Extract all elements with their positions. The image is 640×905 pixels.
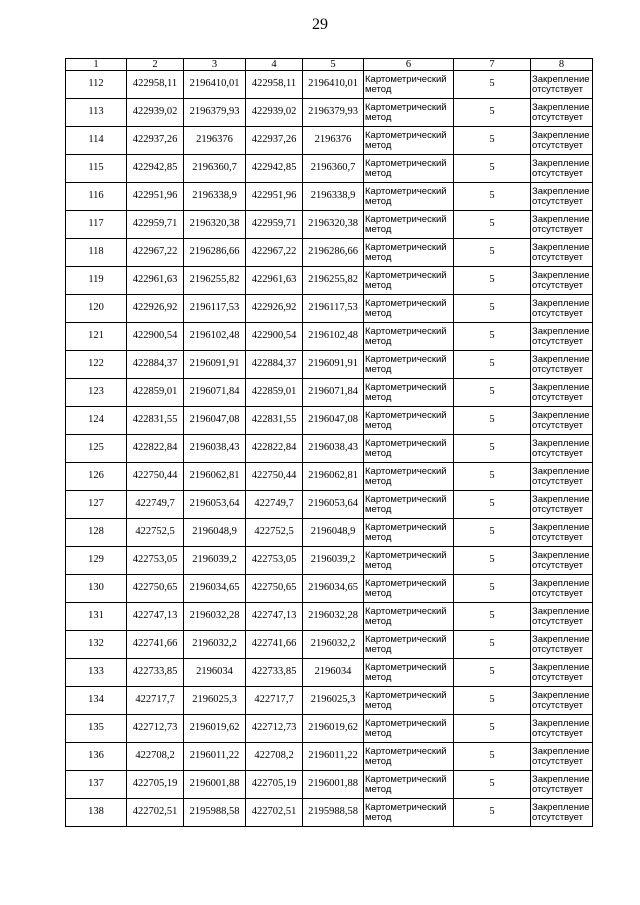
fixation-cell: Закрепление отсутствует xyxy=(531,127,593,155)
x-coordinate-cell: 422961,63 xyxy=(246,267,303,295)
accuracy-cell: 5 xyxy=(454,71,531,99)
accuracy-cell: 5 xyxy=(454,799,531,827)
y-coordinate-cell: 2196019,62 xyxy=(184,715,246,743)
x-coordinate-cell: 422900,54 xyxy=(246,323,303,351)
method-cell: Картометрический метод xyxy=(364,463,454,491)
y-coordinate-cell: 2196071,84 xyxy=(303,379,364,407)
y-coordinate-cell: 2196047,08 xyxy=(303,407,364,435)
point-number-cell: 129 xyxy=(66,547,127,575)
table-row xyxy=(66,491,593,519)
x-coordinate-cell: 422942,85 xyxy=(127,155,184,183)
y-coordinate-cell: 2196102,48 xyxy=(303,323,364,351)
fixation-cell: Закрепление отсутствует xyxy=(531,743,593,771)
accuracy-cell: 5 xyxy=(454,211,531,239)
y-coordinate-cell: 2196091,91 xyxy=(184,351,246,379)
table-row xyxy=(66,743,593,771)
fixation-cell: Закрепление отсутствует xyxy=(531,659,593,687)
column-header-5: 5 xyxy=(303,59,364,71)
accuracy-cell: 5 xyxy=(454,295,531,323)
y-coordinate-cell: 2196019,62 xyxy=(303,715,364,743)
x-coordinate-cell: 422942,85 xyxy=(246,155,303,183)
point-number-cell: 128 xyxy=(66,519,127,547)
method-cell: Картометрический метод xyxy=(364,323,454,351)
fixation-cell: Закрепление отсутствует xyxy=(531,323,593,351)
y-coordinate-cell: 2196338,9 xyxy=(184,183,246,211)
y-coordinate-cell: 2196038,43 xyxy=(184,435,246,463)
method-cell: Картометрический метод xyxy=(364,519,454,547)
fixation-cell: Закрепление отсутствует xyxy=(531,295,593,323)
accuracy-cell: 5 xyxy=(454,575,531,603)
y-coordinate-cell: 2196032,28 xyxy=(303,603,364,631)
method-cell: Картометрический метод xyxy=(364,659,454,687)
point-number-cell: 120 xyxy=(66,295,127,323)
table-row xyxy=(66,631,593,659)
point-number-cell: 134 xyxy=(66,687,127,715)
x-coordinate-cell: 422749,7 xyxy=(246,491,303,519)
table-row xyxy=(66,351,593,379)
fixation-cell: Закрепление отсутствует xyxy=(531,239,593,267)
accuracy-cell: 5 xyxy=(454,183,531,211)
x-coordinate-cell: 422967,22 xyxy=(127,239,184,267)
y-coordinate-cell: 2196117,53 xyxy=(184,295,246,323)
point-number-cell: 121 xyxy=(66,323,127,351)
y-coordinate-cell: 2196048,9 xyxy=(303,519,364,547)
method-cell: Картометрический метод xyxy=(364,491,454,519)
accuracy-cell: 5 xyxy=(454,407,531,435)
fixation-cell: Закрепление отсутствует xyxy=(531,799,593,827)
header-row xyxy=(66,59,593,71)
method-cell: Картометрический метод xyxy=(364,267,454,295)
method-cell: Картометрический метод xyxy=(364,435,454,463)
page-number: 29 xyxy=(312,16,328,33)
y-coordinate-cell: 2196034,65 xyxy=(303,575,364,603)
x-coordinate-cell: 422753,05 xyxy=(127,547,184,575)
table-body xyxy=(66,71,593,827)
table-row xyxy=(66,659,593,687)
method-cell: Картометрический метод xyxy=(364,407,454,435)
accuracy-cell: 5 xyxy=(454,267,531,295)
x-coordinate-cell: 422884,37 xyxy=(246,351,303,379)
x-coordinate-cell: 422741,66 xyxy=(127,631,184,659)
accuracy-cell: 5 xyxy=(454,659,531,687)
point-number-cell: 114 xyxy=(66,127,127,155)
y-coordinate-cell: 2196376 xyxy=(303,127,364,155)
x-coordinate-cell: 422750,65 xyxy=(246,575,303,603)
x-coordinate-cell: 422961,63 xyxy=(127,267,184,295)
y-coordinate-cell: 2196025,3 xyxy=(303,687,364,715)
point-number-cell: 131 xyxy=(66,603,127,631)
point-number-cell: 135 xyxy=(66,715,127,743)
y-coordinate-cell: 2196048,9 xyxy=(184,519,246,547)
x-coordinate-cell: 422959,71 xyxy=(127,211,184,239)
point-number-cell: 130 xyxy=(66,575,127,603)
y-coordinate-cell: 2196410,01 xyxy=(184,71,246,99)
fixation-cell: Закрепление отсутствует xyxy=(531,211,593,239)
fixation-cell: Закрепление отсутствует xyxy=(531,379,593,407)
x-coordinate-cell: 422958,11 xyxy=(127,71,184,99)
y-coordinate-cell: 2196360,7 xyxy=(303,155,364,183)
y-coordinate-cell: 2196071,84 xyxy=(184,379,246,407)
column-header-8: 8 xyxy=(531,59,593,71)
x-coordinate-cell: 422937,26 xyxy=(246,127,303,155)
accuracy-cell: 5 xyxy=(454,99,531,127)
point-number-cell: 138 xyxy=(66,799,127,827)
fixation-cell: Закрепление отсутствует xyxy=(531,155,593,183)
method-cell: Картометрический метод xyxy=(364,155,454,183)
method-cell: Картометрический метод xyxy=(364,799,454,827)
x-coordinate-cell: 422822,84 xyxy=(246,435,303,463)
fixation-cell: Закрепление отсутствует xyxy=(531,771,593,799)
point-number-cell: 124 xyxy=(66,407,127,435)
table-row xyxy=(66,407,593,435)
x-coordinate-cell: 422939,02 xyxy=(246,99,303,127)
method-cell: Картометрический метод xyxy=(364,575,454,603)
fixation-cell: Закрепление отсутствует xyxy=(531,99,593,127)
accuracy-cell: 5 xyxy=(454,743,531,771)
method-cell: Картометрический метод xyxy=(364,239,454,267)
x-coordinate-cell: 422705,19 xyxy=(246,771,303,799)
column-header-4: 4 xyxy=(246,59,303,71)
y-coordinate-cell: 2196410,01 xyxy=(303,71,364,99)
fixation-cell: Закрепление отсутствует xyxy=(531,267,593,295)
table-row xyxy=(66,267,593,295)
y-coordinate-cell: 2196117,53 xyxy=(303,295,364,323)
method-cell: Картометрический метод xyxy=(364,211,454,239)
y-coordinate-cell: 2196034 xyxy=(184,659,246,687)
method-cell: Картометрический метод xyxy=(364,603,454,631)
x-coordinate-cell: 422822,84 xyxy=(127,435,184,463)
accuracy-cell: 5 xyxy=(454,463,531,491)
method-cell: Картометрический метод xyxy=(364,547,454,575)
point-number-cell: 136 xyxy=(66,743,127,771)
accuracy-cell: 5 xyxy=(454,491,531,519)
y-coordinate-cell: 2196376 xyxy=(184,127,246,155)
x-coordinate-cell: 422708,2 xyxy=(127,743,184,771)
y-coordinate-cell: 2196102,48 xyxy=(184,323,246,351)
accuracy-cell: 5 xyxy=(454,687,531,715)
fixation-cell: Закрепление отсутствует xyxy=(531,407,593,435)
x-coordinate-cell: 422951,96 xyxy=(246,183,303,211)
x-coordinate-cell: 422958,11 xyxy=(246,71,303,99)
table-row xyxy=(66,771,593,799)
x-coordinate-cell: 422884,37 xyxy=(127,351,184,379)
x-coordinate-cell: 422937,26 xyxy=(127,127,184,155)
point-number-cell: 122 xyxy=(66,351,127,379)
column-header-2: 2 xyxy=(127,59,184,71)
accuracy-cell: 5 xyxy=(454,547,531,575)
y-coordinate-cell: 2196034 xyxy=(303,659,364,687)
x-coordinate-cell: 422733,85 xyxy=(246,659,303,687)
table-row xyxy=(66,379,593,407)
table-row xyxy=(66,211,593,239)
x-coordinate-cell: 422753,05 xyxy=(246,547,303,575)
x-coordinate-cell: 422712,73 xyxy=(127,715,184,743)
x-coordinate-cell: 422951,96 xyxy=(127,183,184,211)
y-coordinate-cell: 2196011,22 xyxy=(184,743,246,771)
y-coordinate-cell: 2196011,22 xyxy=(303,743,364,771)
y-coordinate-cell: 2196062,81 xyxy=(184,463,246,491)
accuracy-cell: 5 xyxy=(454,379,531,407)
column-header-1: 1 xyxy=(66,59,127,71)
column-header-3: 3 xyxy=(184,59,246,71)
method-cell: Картометрический метод xyxy=(364,743,454,771)
y-coordinate-cell: 2196001,88 xyxy=(184,771,246,799)
x-coordinate-cell: 422831,55 xyxy=(127,407,184,435)
fixation-cell: Закрепление отсутствует xyxy=(531,547,593,575)
point-number-cell: 117 xyxy=(66,211,127,239)
x-coordinate-cell: 422747,13 xyxy=(127,603,184,631)
point-number-cell: 112 xyxy=(66,71,127,99)
accuracy-cell: 5 xyxy=(454,631,531,659)
column-header-7: 7 xyxy=(454,59,531,71)
table-header xyxy=(66,59,593,71)
point-number-cell: 126 xyxy=(66,463,127,491)
y-coordinate-cell: 2196320,38 xyxy=(184,211,246,239)
y-coordinate-cell: 2196001,88 xyxy=(303,771,364,799)
fixation-cell: Закрепление отсутствует xyxy=(531,631,593,659)
method-cell: Картометрический метод xyxy=(364,295,454,323)
y-coordinate-cell: 2196379,93 xyxy=(184,99,246,127)
x-coordinate-cell: 422702,51 xyxy=(127,799,184,827)
fixation-cell: Закрепление отсутствует xyxy=(531,603,593,631)
method-cell: Картометрический метод xyxy=(364,351,454,379)
x-coordinate-cell: 422752,5 xyxy=(246,519,303,547)
y-coordinate-cell: 2196032,2 xyxy=(303,631,364,659)
accuracy-cell: 5 xyxy=(454,715,531,743)
accuracy-cell: 5 xyxy=(454,239,531,267)
point-number-cell: 116 xyxy=(66,183,127,211)
method-cell: Картометрический метод xyxy=(364,71,454,99)
y-coordinate-cell: 2196320,38 xyxy=(303,211,364,239)
table-row xyxy=(66,239,593,267)
y-coordinate-cell: 2196338,9 xyxy=(303,183,364,211)
point-number-cell: 133 xyxy=(66,659,127,687)
y-coordinate-cell: 2195988,58 xyxy=(184,799,246,827)
fixation-cell: Закрепление отсутствует xyxy=(531,435,593,463)
y-coordinate-cell: 2196255,82 xyxy=(184,267,246,295)
x-coordinate-cell: 422705,19 xyxy=(127,771,184,799)
y-coordinate-cell: 2196034,65 xyxy=(184,575,246,603)
accuracy-cell: 5 xyxy=(454,351,531,379)
fixation-cell: Закрепление отсутствует xyxy=(531,183,593,211)
table-row xyxy=(66,547,593,575)
y-coordinate-cell: 2196032,2 xyxy=(184,631,246,659)
table-row xyxy=(66,155,593,183)
x-coordinate-cell: 422859,01 xyxy=(127,379,184,407)
accuracy-cell: 5 xyxy=(454,519,531,547)
x-coordinate-cell: 422750,65 xyxy=(127,575,184,603)
y-coordinate-cell: 2196091,91 xyxy=(303,351,364,379)
x-coordinate-cell: 422926,92 xyxy=(246,295,303,323)
fixation-cell: Закрепление отсутствует xyxy=(531,715,593,743)
accuracy-cell: 5 xyxy=(454,603,531,631)
table-row xyxy=(66,127,593,155)
x-coordinate-cell: 422747,13 xyxy=(246,603,303,631)
point-number-cell: 118 xyxy=(66,239,127,267)
y-coordinate-cell: 2196053,64 xyxy=(184,491,246,519)
method-cell: Картометрический метод xyxy=(364,715,454,743)
method-cell: Картометрический метод xyxy=(364,687,454,715)
x-coordinate-cell: 422733,85 xyxy=(127,659,184,687)
x-coordinate-cell: 422959,71 xyxy=(246,211,303,239)
table-row xyxy=(66,323,593,351)
table-row xyxy=(66,799,593,827)
x-coordinate-cell: 422717,7 xyxy=(127,687,184,715)
x-coordinate-cell: 422750,44 xyxy=(246,463,303,491)
y-coordinate-cell: 2196025,3 xyxy=(184,687,246,715)
x-coordinate-cell: 422831,55 xyxy=(246,407,303,435)
point-number-cell: 119 xyxy=(66,267,127,295)
x-coordinate-cell: 422708,2 xyxy=(246,743,303,771)
method-cell: Картометрический метод xyxy=(364,99,454,127)
y-coordinate-cell: 2196053,64 xyxy=(303,491,364,519)
fixation-cell: Закрепление отсутствует xyxy=(531,575,593,603)
table-row xyxy=(66,295,593,323)
accuracy-cell: 5 xyxy=(454,155,531,183)
x-coordinate-cell: 422702,51 xyxy=(246,799,303,827)
y-coordinate-cell: 2196286,66 xyxy=(184,239,246,267)
accuracy-cell: 5 xyxy=(454,435,531,463)
x-coordinate-cell: 422926,92 xyxy=(127,295,184,323)
y-coordinate-cell: 2196047,08 xyxy=(184,407,246,435)
y-coordinate-cell: 2195988,58 xyxy=(303,799,364,827)
x-coordinate-cell: 422749,7 xyxy=(127,491,184,519)
x-coordinate-cell: 422939,02 xyxy=(127,99,184,127)
y-coordinate-cell: 2196255,82 xyxy=(303,267,364,295)
point-number-cell: 132 xyxy=(66,631,127,659)
y-coordinate-cell: 2196379,93 xyxy=(303,99,364,127)
x-coordinate-cell: 422750,44 xyxy=(127,463,184,491)
point-number-cell: 123 xyxy=(66,379,127,407)
table-row xyxy=(66,575,593,603)
x-coordinate-cell: 422752,5 xyxy=(127,519,184,547)
fixation-cell: Закрепление отсутствует xyxy=(531,687,593,715)
method-cell: Картометрический метод xyxy=(364,379,454,407)
coordinates-table xyxy=(65,58,593,827)
table-row xyxy=(66,71,593,99)
fixation-cell: Закрепление отсутствует xyxy=(531,71,593,99)
accuracy-cell: 5 xyxy=(454,323,531,351)
table-row xyxy=(66,99,593,127)
x-coordinate-cell: 422967,22 xyxy=(246,239,303,267)
x-coordinate-cell: 422741,66 xyxy=(246,631,303,659)
accuracy-cell: 5 xyxy=(454,127,531,155)
table-row xyxy=(66,183,593,211)
fixation-cell: Закрепление отсутствует xyxy=(531,351,593,379)
table-row xyxy=(66,463,593,491)
point-number-cell: 113 xyxy=(66,99,127,127)
table-row xyxy=(66,435,593,463)
x-coordinate-cell: 422717,7 xyxy=(246,687,303,715)
y-coordinate-cell: 2196360,7 xyxy=(184,155,246,183)
table-row xyxy=(66,715,593,743)
method-cell: Картометрический метод xyxy=(364,127,454,155)
fixation-cell: Закрепление отсутствует xyxy=(531,491,593,519)
y-coordinate-cell: 2196062,81 xyxy=(303,463,364,491)
point-number-cell: 137 xyxy=(66,771,127,799)
method-cell: Картометрический метод xyxy=(364,631,454,659)
accuracy-cell: 5 xyxy=(454,771,531,799)
fixation-cell: Закрепление отсутствует xyxy=(531,519,593,547)
method-cell: Картометрический метод xyxy=(364,771,454,799)
y-coordinate-cell: 2196039,2 xyxy=(184,547,246,575)
x-coordinate-cell: 422712,73 xyxy=(246,715,303,743)
point-number-cell: 127 xyxy=(66,491,127,519)
table-row xyxy=(66,603,593,631)
y-coordinate-cell: 2196032,28 xyxy=(184,603,246,631)
x-coordinate-cell: 422859,01 xyxy=(246,379,303,407)
table-row xyxy=(66,687,593,715)
column-header-6: 6 xyxy=(364,59,454,71)
y-coordinate-cell: 2196038,43 xyxy=(303,435,364,463)
point-number-cell: 115 xyxy=(66,155,127,183)
point-number-cell: 125 xyxy=(66,435,127,463)
table-row xyxy=(66,519,593,547)
method-cell: Картометрический метод xyxy=(364,183,454,211)
y-coordinate-cell: 2196039,2 xyxy=(303,547,364,575)
x-coordinate-cell: 422900,54 xyxy=(127,323,184,351)
y-coordinate-cell: 2196286,66 xyxy=(303,239,364,267)
fixation-cell: Закрепление отсутствует xyxy=(531,463,593,491)
